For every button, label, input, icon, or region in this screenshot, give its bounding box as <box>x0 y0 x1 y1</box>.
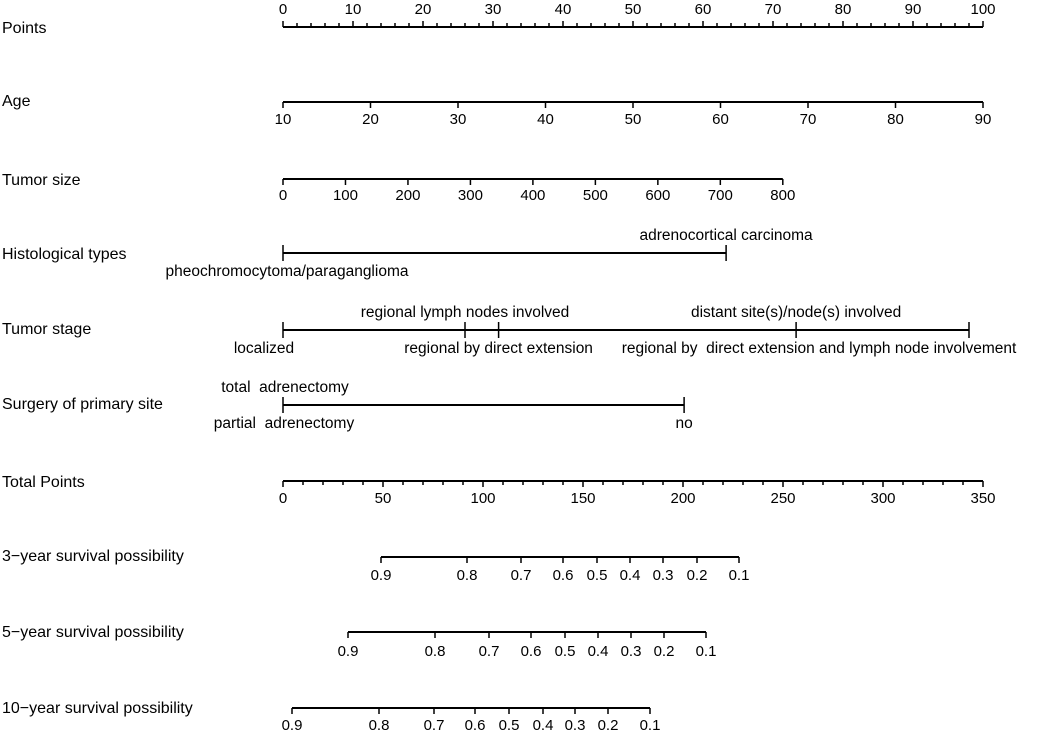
axis-tumor-stage <box>234 304 1017 357</box>
tick-label: 400 <box>520 187 546 204</box>
tick-label: 0.7 <box>510 567 532 584</box>
category-label: distant site(s)/node(s) involved <box>690 304 902 321</box>
row-label-surv3: 3−year survival possibility <box>2 548 184 565</box>
axis-tumor-size <box>279 179 795 204</box>
row-label-histology: Histological types <box>2 246 127 263</box>
tick-label: 0.1 <box>639 717 661 734</box>
tick-label: 10 <box>344 1 362 18</box>
tick-label: 0.8 <box>456 567 478 584</box>
tick-label: 200 <box>395 187 421 204</box>
tick-label: 0.4 <box>532 717 554 734</box>
tick-label: 30 <box>484 1 502 18</box>
row-label-surv10: 10−year survival possibility <box>2 700 193 717</box>
axis-surv3 <box>371 557 750 584</box>
tick-label: 0.9 <box>337 643 359 660</box>
tick-label: 80 <box>834 1 852 18</box>
tick-label: 0.2 <box>597 717 619 734</box>
tick-label: 40 <box>554 1 572 18</box>
category-label: total adrenectomy <box>221 379 349 396</box>
tick-label: 20 <box>414 1 432 18</box>
tick-label: 0.3 <box>652 567 674 584</box>
tick-label: 0.8 <box>424 643 446 660</box>
category-label: regional lymph nodes involved <box>360 304 570 321</box>
tick-label: 100 <box>470 490 496 507</box>
tick-label: 90 <box>974 111 992 128</box>
tick-label: 70 <box>764 1 782 18</box>
category-label: partial adrenectomy <box>213 415 355 432</box>
tick-label: 0.6 <box>552 567 574 584</box>
tick-label: 0.3 <box>620 643 642 660</box>
tick-label: 90 <box>904 1 922 18</box>
tick-label: 100 <box>332 187 358 204</box>
row-label-surv5: 5−year survival possibility <box>2 624 184 641</box>
category-label: adrenocortical carcinoma <box>639 227 813 244</box>
tick-label: 0.7 <box>478 643 500 660</box>
tick-label: 0.1 <box>695 643 717 660</box>
tick-label: 0.1 <box>728 567 750 584</box>
tick-label: 0.9 <box>281 717 303 734</box>
row-label-tumor-size: Tumor size <box>2 172 81 189</box>
row-labels <box>2 20 193 717</box>
tick-label: 300 <box>457 187 483 204</box>
category-label: no <box>675 415 693 432</box>
tick-label: 70 <box>799 111 817 128</box>
tick-label: 350 <box>970 490 996 507</box>
tick-label: 500 <box>582 187 608 204</box>
tick-label: 0.6 <box>520 643 542 660</box>
tick-label: 80 <box>887 111 904 128</box>
row-label-total-points: Total Points <box>2 474 85 491</box>
row-label-tumor-stage: Tumor stage <box>2 321 92 338</box>
tick-label: 40 <box>537 111 554 128</box>
tick-label: 0.6 <box>464 717 486 734</box>
tick-label: 0 <box>278 1 288 18</box>
tick-label: 0.2 <box>653 643 675 660</box>
axis-surgery <box>214 379 693 432</box>
tick-label: 0.4 <box>587 643 609 660</box>
tick-label: 0.9 <box>370 567 392 584</box>
axis-histology <box>166 227 814 280</box>
tick-label: 0 <box>278 187 288 204</box>
tick-label: 600 <box>645 187 671 204</box>
category-label: pheochromocytoma/paraganglioma <box>165 263 409 280</box>
tick-label: 0.5 <box>554 643 576 660</box>
tick-label: 60 <box>694 1 712 18</box>
tick-label: 800 <box>770 187 796 204</box>
category-label: localized <box>233 340 295 357</box>
axis-points <box>279 1 996 27</box>
tick-label: 50 <box>624 111 642 128</box>
tick-label: 0.3 <box>564 717 586 734</box>
row-label-surgery: Surgery of primary site <box>2 396 163 413</box>
row-label-points: Points <box>2 20 47 37</box>
tick-label: 250 <box>770 490 796 507</box>
tick-label: 10 <box>274 111 292 128</box>
tick-label: 0.4 <box>619 567 641 584</box>
tick-label: 0 <box>278 490 288 507</box>
tick-label: 100 <box>970 1 996 18</box>
category-label: regional by direct extension <box>404 340 593 357</box>
tick-label: 200 <box>670 490 696 507</box>
tick-label: 0.7 <box>423 717 445 734</box>
row-label-age: Age <box>2 93 31 110</box>
axis-total-points <box>279 481 996 507</box>
category-label: regional by direct extension and lymph node involvement <box>621 340 1017 357</box>
tick-label: 0.5 <box>586 567 608 584</box>
tick-label: 60 <box>712 111 729 128</box>
axes <box>166 1 1017 734</box>
axis-surv5 <box>338 632 717 660</box>
tick-label: 700 <box>707 187 733 204</box>
axis-surv10 <box>282 708 661 734</box>
tick-label: 0.8 <box>368 717 390 734</box>
tick-label: 30 <box>449 111 467 128</box>
axis-age <box>275 102 992 128</box>
tick-label: 0.5 <box>498 717 520 734</box>
tick-label: 50 <box>624 1 642 18</box>
tick-label: 150 <box>570 490 596 507</box>
tick-label: 20 <box>362 111 379 128</box>
tick-label: 0.2 <box>686 567 708 584</box>
tick-label: 50 <box>374 490 392 507</box>
tick-label: 300 <box>870 490 896 507</box>
